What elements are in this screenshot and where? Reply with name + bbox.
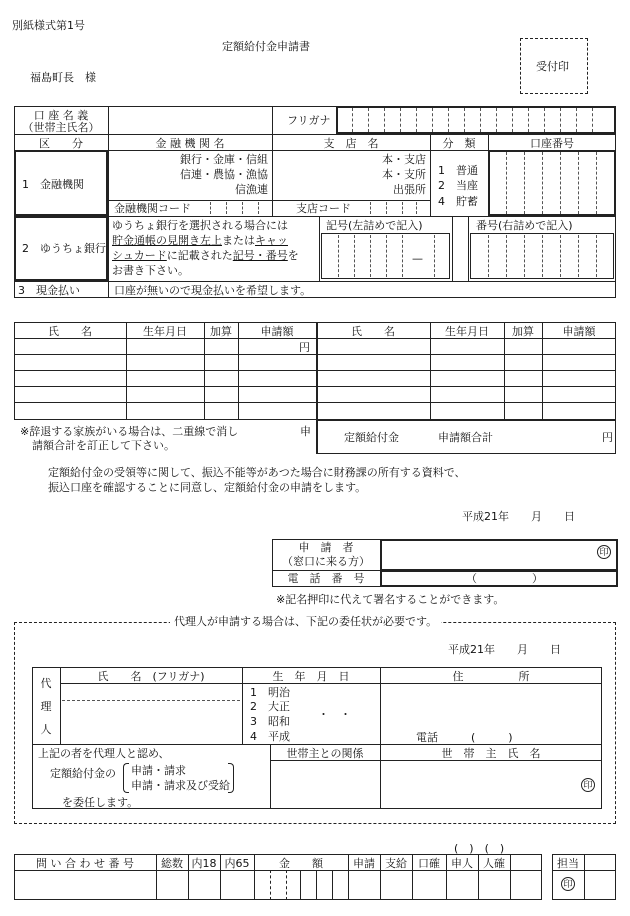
bank-types: 銀行・金庫・信組 信連・農協・漁協 信漁連 [180,153,268,196]
yucho-note-1: ゆうちょ銀行を選択される場合には [112,219,288,232]
office-col-inquiry: 問 い 合 わ せ 番 号 [36,857,134,870]
brace-left [123,763,129,793]
account-class: 1 普通 2 当座 4 貯蓄 [438,164,478,208]
header-shiten: 支 店 名 [323,137,379,150]
col-amount-right: 申請額 [562,325,596,338]
decline-note-1: ※辞退する家族がいる場合は、二重線で消し [20,425,239,438]
applicant-seal-icon: 印 [597,545,611,559]
sign-note: ※記名押印に代えて署名することができます。 [276,593,505,606]
yucho-note-3d: を [287,249,299,262]
row2-label: 2 ゆうちょ銀行 [22,242,106,255]
office-parens: ( ) ( ) [454,842,505,855]
delegate-line-3: を委任します。 [62,796,139,809]
tantou-label: 担当 [557,857,579,870]
col-name-right: 氏 名 [351,325,395,338]
delegate-line-2: 定額給付金の [50,767,116,780]
kigou-dash: — [412,252,423,265]
era-taisho: 2 大正 [250,700,290,713]
bangou-label: 番号(右詰めで記入) [476,219,573,232]
holder-name-field[interactable] [109,107,271,133]
office-col-amount: 金 額 [279,857,323,870]
total-label-2: 申請額合計 [438,431,493,444]
yucho-note-2b: または [222,234,255,247]
total-yen: 円 [602,431,613,444]
total-label-1: 定額給付金 [344,431,399,444]
proxy-col-birth: 生 年 月 日 [272,670,350,683]
delegate-line-1: 上記の者を代理人と認め、 [38,747,170,760]
tel-paren: （ ） [466,572,543,585]
furigana-label: フリガナ [287,114,331,127]
cash-text: 口座が無いので現金払いを希望します。 [114,284,312,297]
receipt-stamp-label: 受付印 [536,60,569,73]
head-seal-icon: 印 [581,778,595,792]
yucho-note-3a: シュカード [112,249,167,262]
branch-types: 本・支店 本・支所 出張所 [382,153,426,196]
decline-note-tail: 申 [300,425,311,438]
office-col-pay: 支給 [385,857,407,870]
col-amount-left: 申請額 [260,325,294,338]
consent-line-1: 定額給付金の受領等に関して、振込不能等があつた場合に財務課の所有する資料で、 [48,466,466,479]
header-kikan: 金 融 機 関 名 [155,137,225,150]
tel-label: 電 話 番 号 [287,572,365,585]
office-col-jinkaku: 人確 [483,857,505,870]
yucho-note-4: お書き下さい。 [112,264,189,277]
office-col-in65: 内65 [224,857,250,870]
col-birth-left: 生年月日 [143,325,187,338]
col-birth-right: 生年月日 [445,325,489,338]
holder-label: 口 座 名 義 [33,109,89,122]
era-showa: 3 昭和 [250,715,290,728]
consent-line-2: 振込口座を確認することに同意し、定額給付金の申請をします。 [48,481,367,494]
relation-label: 世帯主との関係 [286,747,364,760]
kigou-label: 記号(左詰めで記入) [326,219,423,232]
header-bunrui: 分 類 [442,137,476,150]
row3-label: 3 現金払い [18,284,80,297]
office-col-apply: 申請 [353,857,375,870]
col-add-left: 加算 [210,325,232,338]
office-col-kakunin: 口確 [418,857,440,870]
form-number: 別紙様式第1号 [12,19,85,32]
col-name-left: 氏 名 [48,325,92,338]
tantou-seal-icon: 印 [561,877,575,891]
option-apply[interactable]: 申請・請求 [131,764,186,777]
office-col-in18: 内18 [191,857,217,870]
addressee: 福島町長 様 [30,71,96,84]
proxy-tel: 電話 ( ) [416,731,513,744]
branch-code-label: 支店コード [296,202,351,215]
form-title: 定額給付金申請書 [222,40,310,53]
consent-date: 平成21年 月 日 [462,510,575,523]
era-meiji: 1 明治 [250,686,290,699]
row1-label: 1 金融機関 [22,178,84,191]
bank-code-label: 金融機関コード [114,202,191,215]
col-add-right: 加算 [512,325,534,338]
proxy-name-field[interactable] [61,701,241,743]
yucho-note-3b: に記載された [166,249,233,262]
yen-unit: 円 [299,341,310,354]
applicant-sub: （窓口に来る方） [282,555,370,568]
proxy-heading: 代理人が申請する場合は、下記の委任状が必要です。 [170,616,441,627]
proxy-date: 平成21年 月 日 [448,643,561,656]
yucho-note-3c: 記号・番号 [232,249,288,262]
birth-dots: ・ ・ [318,708,351,721]
applicant-name-field[interactable] [380,539,618,571]
header-kubun: 区 分 [39,137,83,150]
decline-note-2: 請額合計を訂正して下さい。 [32,439,175,452]
header-bangou: 口座番号 [530,137,574,150]
yucho-note-2a: 貯金通帳の見開き左上 [112,234,222,247]
applicant-label: 申 請 者 [298,541,354,554]
proxy-col-name: 氏 名 (フリガナ) [97,670,205,683]
proxy-col-addr: 住 所 [452,670,530,683]
option-apply-receive[interactable]: 申請・請求及び受給 [131,779,230,792]
holder-sub: （世帯主氏名） [22,121,100,134]
office-col-shinjin: 申人 [451,857,473,870]
head-name-label: 世 帯 主 氏 名 [441,747,541,760]
proxy-side-label: 代 理 人 [40,677,52,737]
yucho-note-2c: キャッ [255,234,288,247]
era-heisei: 4 平成 [250,730,290,743]
office-col-total: 総数 [161,857,183,870]
